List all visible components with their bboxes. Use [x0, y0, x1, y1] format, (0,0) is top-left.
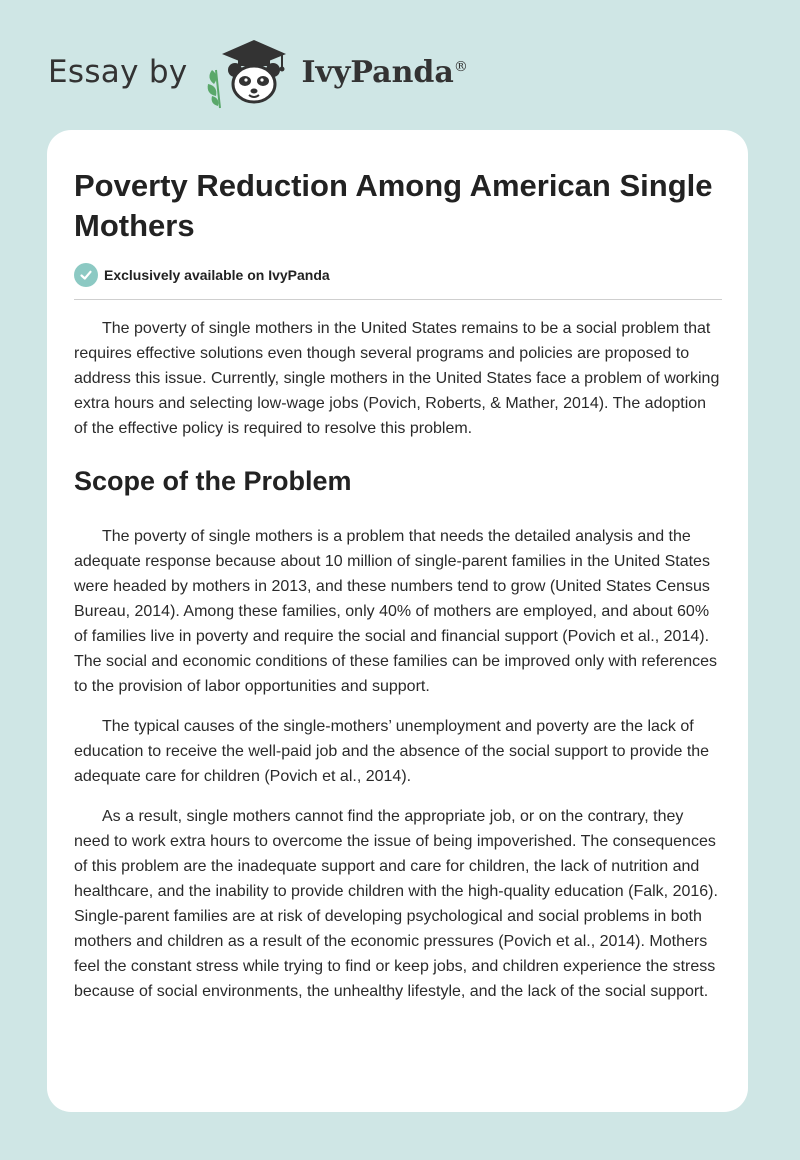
body-paragraph: The typical causes of the single-mothers’ unemployment and poverty are the lack of education to receive the well-paid job and the absence of the social support to provide the adequate care for children (Povich et al., 2014).: [74, 718, 710, 785]
essay-by-label: Essay by: [48, 54, 188, 90]
brand-name[interactable]: IvyPanda®: [301, 54, 468, 90]
article-title: Poverty Reduction Among American Single Mothers: [74, 168, 713, 243]
exclusive-badge: [74, 263, 722, 287]
article-card: [47, 130, 748, 1112]
body-paragraph: As a result, single mothers cannot find the appropriate job, or on the contrary, they need to work extra hours to overcome the issue of being impoverished. The consequences of this problem are the inadequate support and care for children, the lack of nutrition and healthcare, and the inability to provide children with the high-quality education (Falk, 2016). Single-parent families are at risk of developing psychological and social problems in both mothers and children as a result of the economic pressures (Povich et al., 2014). Mothers feel the constant stress while trying to find or keep jobs, and children experience the stress because of social environments, the unhealthy lifestyle, and the lack of the social support.: [74, 808, 718, 1000]
body-paragraph: The poverty of single mothers is a problem that needs the detailed analysis and the adequate response because about 10 million of single-parent families in the United States were headed by mothers in 2013, and these numbers tend to grow (United States Census Bureau, 2014). Among these families, only 40% of mothers are employed, and about 60% of families live in poverty and require the social and financial support (Povich et al., 2014). The social and economic conditions of these families can be improved only with references to the provision of labor opportunities and support.: [74, 528, 717, 695]
panda-logo-icon[interactable]: [202, 34, 298, 110]
section-heading: Scope of the Problem: [74, 466, 352, 496]
exclusive-label: Exclusively available on IvyPanda: [104, 267, 330, 283]
divider: [74, 299, 722, 300]
registered-mark: ®: [453, 58, 468, 75]
site-header: [48, 34, 468, 110]
intro-paragraph: The poverty of single mothers in the United States remains to be a social problem that requires effective solutions even though several programs and policies are proposed to address this issue. Currently, single mothers in the United States face a problem of working extra hours and selecting low-wage jobs (Povich, Roberts, & Mather, 2014). The adoption of the effective policy is required to resolve this problem.: [74, 320, 720, 437]
check-icon: [74, 263, 98, 287]
